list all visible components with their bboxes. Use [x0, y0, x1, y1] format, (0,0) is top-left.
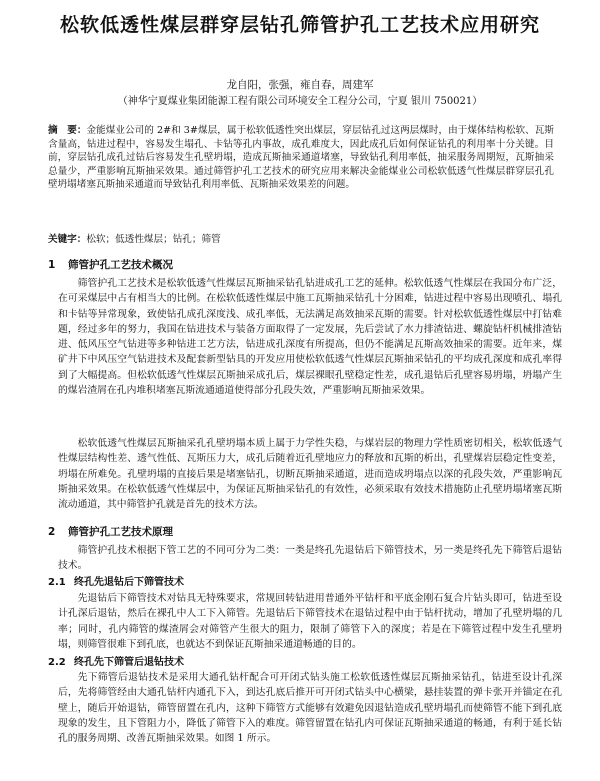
section-2-2-heading	[48, 656, 184, 669]
section-2-2-paragraph-1: 先下筛管后退钻技术是采用大通孔钻杆配合可开闭式钻头施工松软低透性煤层瓦斯抽采钻孔，钻进至设计孔深后，先将筛管经由大通孔钻杆内通孔下入，到达孔底后推开可开闭式钻头中心横梁，悬挂装置的弹卡张开并锚定在孔壁上，随后开始退钻，筛管留置在孔内，这种下筛管方式能够有效避免因退钻造成孔壁坍塌孔而使筛管不能下到孔底现象的发生，且下管阻力小，降低了筛管下入的难度。筛管留置在钻孔内可保证瓦斯抽采通道的畅通，有利于延长钻孔的服务周期、改善瓦斯抽采效果。如图 1 所示。	[58, 672, 562, 745]
section-title: 筛管护孔工艺技术原理	[68, 526, 173, 538]
section-1-paragraph-2: 松软低透气性煤层瓦斯抽采孔孔壁坍塌本质上属于力学性失稳，与煤岩层的物理力学性质密切相关，松软低透气性煤层结构性差、透气性低、瓦斯压力大，成孔后随着近孔壁地应力的释放和瓦斯的析出，孔壁煤岩层稳定性变差，坍塌在所难免。孔壁坍塌的直接后果是堵塞钻孔，切断瓦斯抽采通道，进而造成坍塌点以深的孔段失效，严重影响瓦斯抽采效果。在松软低透气性煤层中，为保证瓦斯抽采钻孔的有效性，必须采取有效技术措施防止孔壁坍塌堵塞瓦斯流动通道，其中筛管护孔就是首先的技术方法。	[58, 438, 562, 511]
section-2-paragraph-1: 筛管护孔技术根据下管工艺的不同可分为二类：一类是终孔先退钻后下筛管技术，另一类是终孔先下筛管后退钻技术。	[58, 545, 562, 572]
section-title: 终孔先退钻后下筛管技术	[74, 577, 184, 588]
section-number: 1	[48, 259, 56, 271]
abstract	[48, 124, 554, 192]
section-1-heading	[48, 258, 173, 272]
author-list: 龙自阳，张强，雍自春，周建军	[226, 79, 374, 91]
section-2-heading	[48, 525, 173, 539]
abstract-label: 摘 要：	[48, 125, 87, 136]
keywords-text: 松软；低透性煤层；钻孔；筛管	[86, 234, 221, 245]
section-title: 终孔先下筛管后退钻技术	[74, 657, 184, 668]
section-number: 2.1	[48, 577, 66, 588]
section-1-paragraph-1: 筛管护孔工艺技术是松软低透气性煤层瓦斯抽采钻孔钻进成孔工艺的延伸。松软低透气性煤层在我国分布广泛，在可采煤层中占有相当大的比例。在松软低透性煤层中施工瓦斯抽采钻孔十分困难，钻进过程中容易出现喷孔、塌孔和卡钻等异常现象，致使钻孔成孔深度浅、成孔率低，无法满足高效抽采瓦斯的需要。针对松软低透性煤层中打钻难题，经过多年的努力，我国在钻进技术与装备方面取得了一定发展，先后尝试了水力排渣钻进、螺旋钻杆机械排渣钻进、低风压空气钻进等多种钻进工艺方法，钻进成孔深度有所提高，但仍不能满足瓦斯高效抽采的需要。近年来，煤矿井下中风压空气钻进技术及配套新型钻具的开发应用使松软低透气性煤层瓦斯抽采钻孔的平均成孔深度和成孔率得到了大幅提高。但松软低透气性煤层瓦斯抽采成孔后，煤层裸眼孔壁稳定性差，成孔退钻后孔壁容易坍塌，坍塌产生的煤岩渣屑在孔内堆积堵塞瓦斯流通通道使得部分孔段失效，严重影响瓦斯抽采效果。	[58, 278, 562, 397]
affiliation: （神华宁夏煤业集团能源工程有限公司环境安全工程分公司，宁夏 银川 750021）	[117, 96, 483, 107]
section-number: 2.2	[48, 657, 66, 668]
section-2-1-heading	[48, 576, 184, 589]
section-2-1-paragraph-1: 先退钻后下筛管技术对钻具无特殊要求，常规回转钻进用普通外平钻杆和平底金刚石复合片钻头即可，钻进至设计孔深后退钻，然后在裸孔中人工下入筛管。先退钻后下筛管技术在退钻过程中由于钻杆扰动，增加了孔壁坍塌的几率；同时，孔内筛管的煤渣屑会对筛管产生很大的阻力，限制了筛管下入的深度；若是在下筛管过程中发生孔壁坍塌，则筛管很难下到孔底，也就达不到保证瓦斯抽采通道畅通的目的。	[58, 593, 562, 650]
section-number: 2	[48, 526, 56, 538]
keywords-label: 关键字：	[48, 234, 87, 245]
paper-title: 松软低透性煤层群穿层钻孔筛管护孔工艺技术应用研究	[59, 14, 540, 36]
section-title: 筛管护孔工艺技术概况	[68, 259, 173, 271]
abstract-text: 金能煤业公司的 2#和 3#煤层，属于松软低透性突出煤层，穿层钻孔过这两层煤时，由于煤体结构松软、瓦斯含量高，钻进过程中，容易发生塌孔、卡钻等孔内事故，成孔难度大，因此成孔后如何保证钻孔的利用率十分关键。目前，穿层钻孔成孔过钻后容易发生孔壁坍塌，造成瓦斯抽采通道堵塞，导致钻孔利用率低，抽采服务周期短，瓦斯抽采总量少，严重影响瓦斯抽采效果。通过筛管护孔工艺技术的研究应用来解决金能煤业公司松软低透气性煤层群穿层孔孔壁坍塌堵塞瓦斯抽采通道而导致钻孔利用率低、瓦斯抽采效果差的问题。	[48, 125, 555, 191]
keywords	[48, 233, 554, 246]
